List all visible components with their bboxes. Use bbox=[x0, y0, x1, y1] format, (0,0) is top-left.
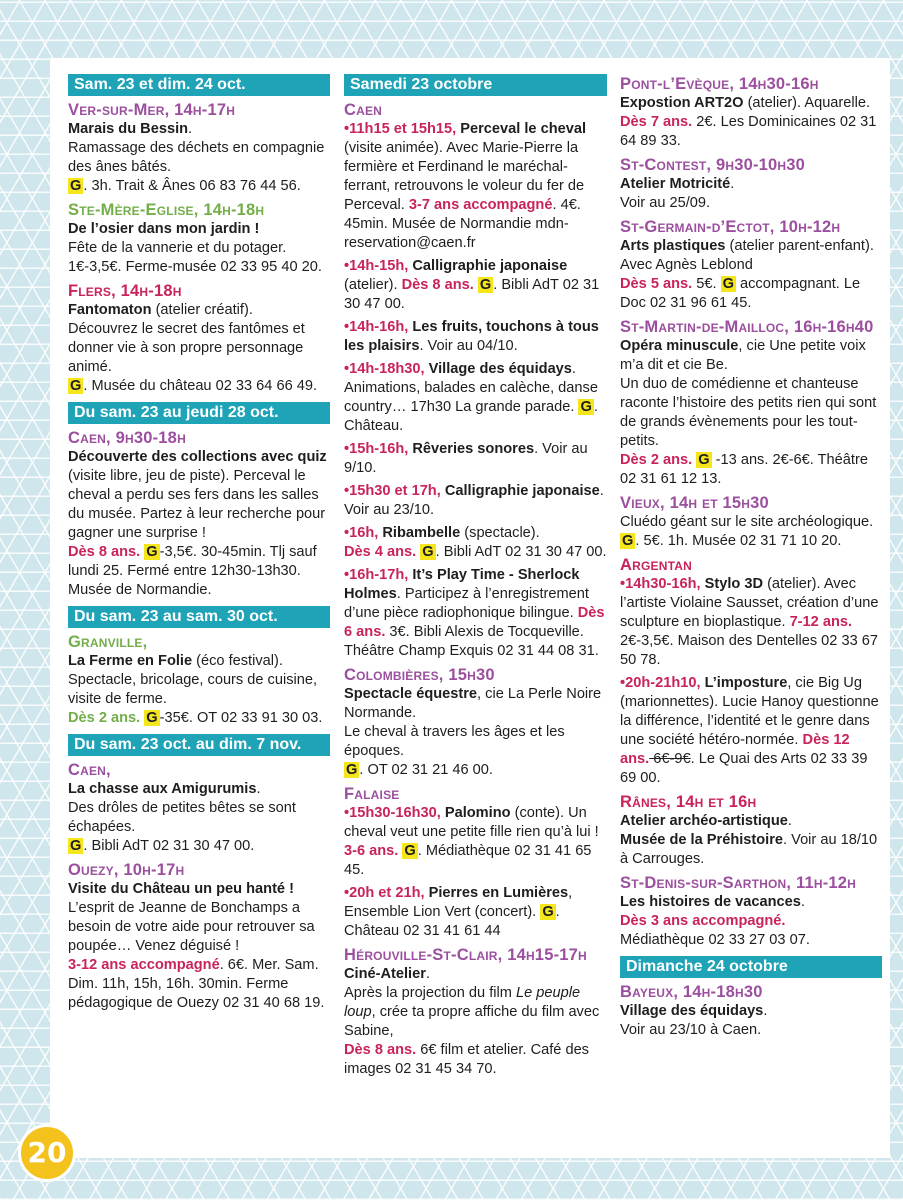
event-info: Médiathèque 02 33 27 03 07. bbox=[620, 932, 810, 948]
punct: . bbox=[425, 966, 430, 982]
event-info: 2€. Les Dominicaines 02 31 64 89 33. bbox=[620, 114, 877, 149]
age-label: 3-6 ans. bbox=[344, 843, 399, 859]
event-time: •14h30-16h, bbox=[620, 576, 701, 592]
age-label: 7-12 ans. bbox=[785, 614, 853, 630]
event-info: . Le Quai des Arts 02 33 39 69 00. bbox=[620, 751, 868, 786]
event-title: Atelier archéo-artistique bbox=[620, 813, 788, 829]
event-title: Pierres en Lumières bbox=[424, 885, 569, 901]
free-badge: G bbox=[70, 378, 82, 394]
free-badge: G bbox=[422, 544, 434, 560]
event-info: . Voir au 04/10. bbox=[419, 338, 518, 354]
event-place: Ouezy, 10h-17h bbox=[68, 861, 185, 879]
event-info: Voir au 25/09. bbox=[620, 195, 711, 211]
event-place: Rânes, 14h et 16h bbox=[620, 793, 757, 811]
event-text bbox=[68, 652, 330, 728]
event-desc: . Participez à l’enregistrement d’une pièce radiophonique bilingue. bbox=[344, 586, 589, 621]
event-desc: Fête de la vannerie et du potager. 1€-3,5€. Ferme-musée 02 33 95 40 20. bbox=[68, 240, 322, 275]
punct: . bbox=[800, 894, 805, 910]
event-kind: (atelier créatif). bbox=[151, 302, 253, 318]
event-desc: , Ensemble Lion Vert (concert). bbox=[344, 885, 573, 920]
age-label: Dès 2 ans. bbox=[68, 710, 141, 726]
event-place: St-Denis-sur-Sarthon, 11h-12h bbox=[620, 874, 857, 892]
event-text bbox=[68, 448, 330, 600]
event-info: . 4€. 45min. Musée de Normandie mdn-reservation@caen.fr bbox=[344, 197, 581, 251]
event-time: •14h-15h, bbox=[344, 258, 409, 274]
film-title: Le peuple loup bbox=[344, 985, 581, 1020]
event-text bbox=[620, 812, 882, 869]
event-title: Marais du Bessin bbox=[68, 121, 189, 137]
date-bar: Samedi 23 octobre bbox=[344, 74, 607, 96]
event-title: Village des équidays bbox=[620, 1003, 764, 1019]
event-text bbox=[344, 524, 607, 562]
old-price: 6€-9€ bbox=[649, 751, 691, 767]
event-title: De l’osier dans mon jardin ! bbox=[68, 221, 260, 237]
event-place: Colombières, 15h30 bbox=[344, 666, 495, 684]
free-badge: G bbox=[70, 838, 82, 854]
column-1 bbox=[68, 74, 330, 1013]
event-time: •14h-18h30, bbox=[344, 361, 425, 377]
event-info: -35€. OT 02 33 91 30 03. bbox=[159, 710, 323, 726]
event-info: . Bibli AdT 02 31 30 47 00. bbox=[435, 544, 607, 560]
free-badge: G bbox=[479, 277, 492, 293]
event-info: accompagnant. Le Doc 02 31 96 61 45. bbox=[620, 276, 861, 311]
event-text bbox=[68, 220, 330, 277]
event-place: Falaise bbox=[344, 785, 400, 803]
event-title: Les histoires de vacances bbox=[620, 894, 801, 910]
age-label: 3-12 ans accompagné bbox=[68, 957, 220, 973]
event-place: St-Contest, 9h30-10h30 bbox=[620, 156, 806, 174]
event-desc: Des drôles de petites bêtes se sont échapées. bbox=[68, 800, 296, 835]
event-text bbox=[620, 513, 882, 551]
event-time: •15h30-16h30, bbox=[344, 805, 441, 821]
event-text bbox=[344, 566, 607, 661]
event-desc: L’esprit de Jeanne de Bonchamps a besoin de votre aide pour retrouver sa poupée… Venez déguisé ! bbox=[68, 900, 315, 954]
event-title: Arts plastiques bbox=[620, 238, 726, 254]
event-place: Caen, 9h30-18h bbox=[68, 429, 186, 447]
punct: . bbox=[763, 1003, 768, 1019]
age-label: Dès 5 ans. bbox=[620, 276, 693, 292]
event-title: La chasse aux Amigurumis bbox=[68, 781, 257, 797]
event-text bbox=[344, 685, 607, 780]
event-place: Argentan bbox=[620, 556, 692, 574]
free-badge: G bbox=[542, 904, 554, 920]
date-bar: Du sam. 23 au jeudi 28 oct. bbox=[68, 402, 330, 424]
event-time: •15h30 et 17h, bbox=[344, 483, 441, 499]
age-label: Dès 2 ans. bbox=[620, 452, 693, 468]
free-badge: G bbox=[146, 710, 158, 726]
event-title: Calligraphie japonaise bbox=[408, 258, 568, 274]
event-kind: (spectacle). bbox=[460, 525, 540, 541]
age-label: Dès 12 ans. bbox=[620, 732, 850, 767]
event-desc: Cluédo géant sur le site archéologique. bbox=[620, 514, 874, 530]
event-title: Spectacle équestre bbox=[344, 686, 478, 702]
event-title: Rêveries sonores bbox=[408, 441, 535, 457]
age-label: 3-7 ans accompagné bbox=[404, 197, 553, 213]
event-info: . OT 02 31 21 46 00. bbox=[359, 762, 493, 778]
age-label: Dès 3 ans accompagné. bbox=[620, 913, 786, 929]
punct: . bbox=[188, 121, 193, 137]
event-text bbox=[620, 674, 882, 788]
punct: . bbox=[787, 813, 792, 829]
event-info: . Bibli AdT 02 31 30 47 00. bbox=[344, 277, 600, 312]
event-place: Vieux, 14h et 15h30 bbox=[620, 494, 769, 512]
event-info: . Animations, balades en calèche, danse country… 17h30 La grande parade. bbox=[344, 361, 598, 415]
event-info: . Voir au 9/10. bbox=[344, 441, 588, 476]
event-kind: (atelier). bbox=[344, 277, 398, 293]
event-place: St-Germain-d’Ectot, 10h-12h bbox=[620, 218, 841, 236]
event-text bbox=[620, 237, 882, 313]
event-text bbox=[68, 120, 330, 196]
event-text bbox=[620, 893, 882, 950]
event-info: . Médiathèque 02 31 41 65 45. bbox=[344, 843, 592, 878]
event-place: Flers, 14h-18h bbox=[68, 282, 182, 300]
age-label: Dès 6 ans. bbox=[344, 605, 605, 640]
event-title: Ribambelle bbox=[378, 525, 461, 541]
event-text bbox=[344, 440, 607, 478]
event-title: Palomino bbox=[440, 805, 511, 821]
event-place: Ste-Mère-Eglise, 14h-18h bbox=[68, 201, 265, 219]
event-place: Caen, bbox=[68, 761, 111, 779]
event-info: 3€. Bibli Alexis de Tocqueville. Théâtre Champ Exquis 02 31 44 08 31. bbox=[344, 624, 599, 659]
punct: . bbox=[256, 781, 261, 797]
event-text bbox=[344, 482, 607, 520]
program-page bbox=[50, 58, 890, 1158]
event-desc: Perceval le cheval a perdu ses fers dans les salles du musée. Partez à leur recherche pour gagner une surprise ! bbox=[68, 468, 326, 541]
event-desc: (conte). Un cheval veut une petite fille rien qu’à lui ! bbox=[344, 805, 599, 840]
free-badge: G bbox=[622, 533, 634, 549]
event-text bbox=[620, 94, 882, 151]
event-time: •20h et 21h, bbox=[344, 885, 425, 901]
age-label: Dès 4 ans. bbox=[344, 544, 417, 560]
event-desc: Le cheval à travers les âges et les époques. bbox=[344, 724, 565, 759]
age-label: Dès 8 ans. bbox=[344, 1042, 417, 1058]
event-info: . Voir au 18/10 à Carrouges. bbox=[620, 832, 878, 867]
event-text bbox=[344, 884, 607, 941]
age-label: Dès 8 ans. bbox=[68, 544, 141, 560]
event-place: St-Martin-de-Mailloc, 16h-16h40 bbox=[620, 318, 874, 336]
event-time: •16h, bbox=[344, 525, 379, 541]
event-kind: (atelier). Aquarelle. bbox=[743, 95, 871, 111]
event-info: . Château. bbox=[344, 399, 598, 434]
event-text bbox=[344, 318, 607, 356]
column-2 bbox=[344, 74, 607, 1079]
event-info: 2€-3,5€. Maison des Dentelles 02 33 67 50 78. bbox=[620, 633, 878, 668]
event-info: . 5€. 1h. Musée 02 31 71 10 20. bbox=[635, 533, 842, 549]
event-desc: Découvrez le secret des fantômes et donner vie à son propre personnage animé. bbox=[68, 321, 305, 375]
free-badge: G bbox=[722, 276, 734, 292]
event-desc: Un duo de comédienne et chanteuse raconte l’histoire des petits rien qui sont de grands évènements pour les tout-petits. bbox=[620, 376, 877, 449]
event-text bbox=[344, 965, 607, 1079]
event-place: Caen bbox=[344, 101, 383, 119]
event-text bbox=[344, 120, 607, 253]
event-title: It’s Play Time - Sherlock Holmes bbox=[344, 567, 580, 602]
event-place: Pont-l’Evèque, 14h30-16h bbox=[620, 75, 819, 93]
event-info: -13 ans. 2€-6€. Théâtre 02 31 61 12 13. bbox=[620, 452, 868, 487]
event-info: . Musée du château 02 33 64 66 49. bbox=[83, 378, 318, 394]
event-title: Atelier Motricité bbox=[620, 176, 731, 192]
free-badge: G bbox=[404, 843, 416, 859]
event-title: Fantomaton bbox=[68, 302, 152, 318]
date-bar: Du sam. 23 au sam. 30 oct. bbox=[68, 606, 330, 628]
event-place: Hérouville-St-Clair, 14h15-17h bbox=[344, 946, 587, 964]
event-info: Voir au 23/10 à Caen. bbox=[620, 1022, 762, 1038]
event-title: La Ferme en Folie bbox=[68, 653, 193, 669]
age-label: Dès 7 ans. bbox=[620, 114, 693, 130]
event-title: Ciné-Atelier bbox=[344, 966, 426, 982]
event-time: •14h-16h, bbox=[344, 319, 409, 335]
event-info: . Voir au 23/10. bbox=[344, 483, 604, 518]
event-kind: , cie La Perle Noire Normande. bbox=[344, 686, 602, 721]
event-desc: (visite animée). Avec Marie-Pierre la fermière et Ferdinand le maréchal-ferrant, retrouvons le voleur du fer de Perceval. bbox=[344, 140, 585, 213]
event-kind: (atelier parent-enfant). Avec Agnès Leblond bbox=[620, 238, 874, 273]
free-badge: G bbox=[580, 399, 592, 415]
event-text bbox=[344, 360, 607, 436]
event-title: Calligraphie japonaise bbox=[440, 483, 600, 499]
punct: . bbox=[730, 176, 735, 192]
event-place: Granville, bbox=[68, 633, 148, 651]
event-desc: Ramassage des déchets en compagnie des ânes bâtés. bbox=[68, 140, 325, 175]
event-desc: Spectacle, bricolage, cours de cuisine, visite de ferme. bbox=[68, 672, 318, 707]
event-text bbox=[68, 301, 330, 396]
event-title: Les fruits, touchons à tous les plaisirs bbox=[344, 319, 599, 354]
event-text bbox=[620, 575, 882, 670]
free-badge: G bbox=[70, 178, 82, 194]
event-time: •11h15 et 15h15, bbox=[344, 121, 457, 137]
event-info: . Château 02 31 41 61 44 bbox=[344, 904, 560, 939]
free-badge: G bbox=[346, 762, 358, 778]
event-info: . Bibli AdT 02 31 30 47 00. bbox=[83, 838, 255, 854]
event-title: Perceval le cheval bbox=[456, 121, 587, 137]
age-label: Dès 8 ans. bbox=[397, 277, 474, 293]
event-kind: , cie Une petite voix m’a dit et cie Be. bbox=[620, 338, 866, 373]
event-text bbox=[344, 257, 607, 314]
event-time: •15h-16h, bbox=[344, 441, 409, 457]
event-desc: , crée ta propre affiche du film avec Sabine, bbox=[344, 1004, 600, 1039]
date-bar: Dimanche 24 octobre bbox=[620, 956, 882, 978]
free-badge: G bbox=[698, 452, 710, 468]
event-text bbox=[620, 337, 882, 489]
date-bar: Du sam. 23 oct. au dim. 7 nov. bbox=[68, 734, 330, 756]
event-title: Découverte des collections avec quiz bbox=[68, 449, 327, 465]
event-desc: (atelier). Avec l’artiste Violaine Sausset, création d’une sculpture en bioplastique. bbox=[620, 576, 879, 630]
event-info: 6€ film et atelier. Café des images 02 31 45 34 70. bbox=[344, 1042, 589, 1077]
event-place: Ver-sur-Mer, 14h-17h bbox=[68, 101, 236, 119]
event-title: Expostion ART2O bbox=[620, 95, 744, 111]
event-text bbox=[620, 1002, 882, 1040]
event-title: Musée de la Préhistoire bbox=[620, 832, 784, 848]
page-number: 20 bbox=[18, 1124, 76, 1182]
event-title: Village des équidays bbox=[424, 361, 572, 377]
event-place: Bayeux, 14h-18h30 bbox=[620, 983, 763, 1001]
event-desc: Après la projection du film bbox=[344, 985, 516, 1001]
event-title: Stylo 3D bbox=[700, 576, 764, 592]
event-time: •16h-17h, bbox=[344, 567, 409, 583]
event-text bbox=[68, 780, 330, 856]
event-desc: , cie Big Ug (marionnettes). Lucie Hanoy questionne la différence, l’identité et le genre dans une société hétéro-normée. bbox=[620, 675, 879, 748]
event-time: •20h-21h10, bbox=[620, 675, 701, 691]
event-info: 5€. bbox=[692, 276, 717, 292]
date-bar: Sam. 23 et dim. 24 oct. bbox=[68, 74, 330, 96]
event-title: Visite du Château un peu hanté ! bbox=[68, 881, 294, 897]
event-kind: (visite libre, jeu de piste). bbox=[68, 468, 230, 484]
event-text bbox=[344, 804, 607, 880]
event-info: . 3h. Trait & Ânes 06 83 76 44 56. bbox=[83, 178, 301, 194]
event-info: -3,5€. 30-45min. Tlj sauf lundi 25. Fermé entre 12h30-13h30. Musée de Normandie. bbox=[68, 544, 317, 598]
event-text bbox=[68, 880, 330, 1013]
column-3 bbox=[620, 74, 882, 1040]
event-kind: (éco festival). bbox=[192, 653, 283, 669]
event-title: L’imposture bbox=[700, 675, 788, 691]
free-badge: G bbox=[146, 544, 158, 560]
event-title: Opéra minuscule bbox=[620, 338, 739, 354]
event-info: . 6€. Mer. Sam. Dim. 11h, 15h, 16h. 30min. Ferme pédagogique de Ouezy 02 31 40 68 19. bbox=[68, 957, 325, 1011]
event-text bbox=[620, 175, 882, 213]
